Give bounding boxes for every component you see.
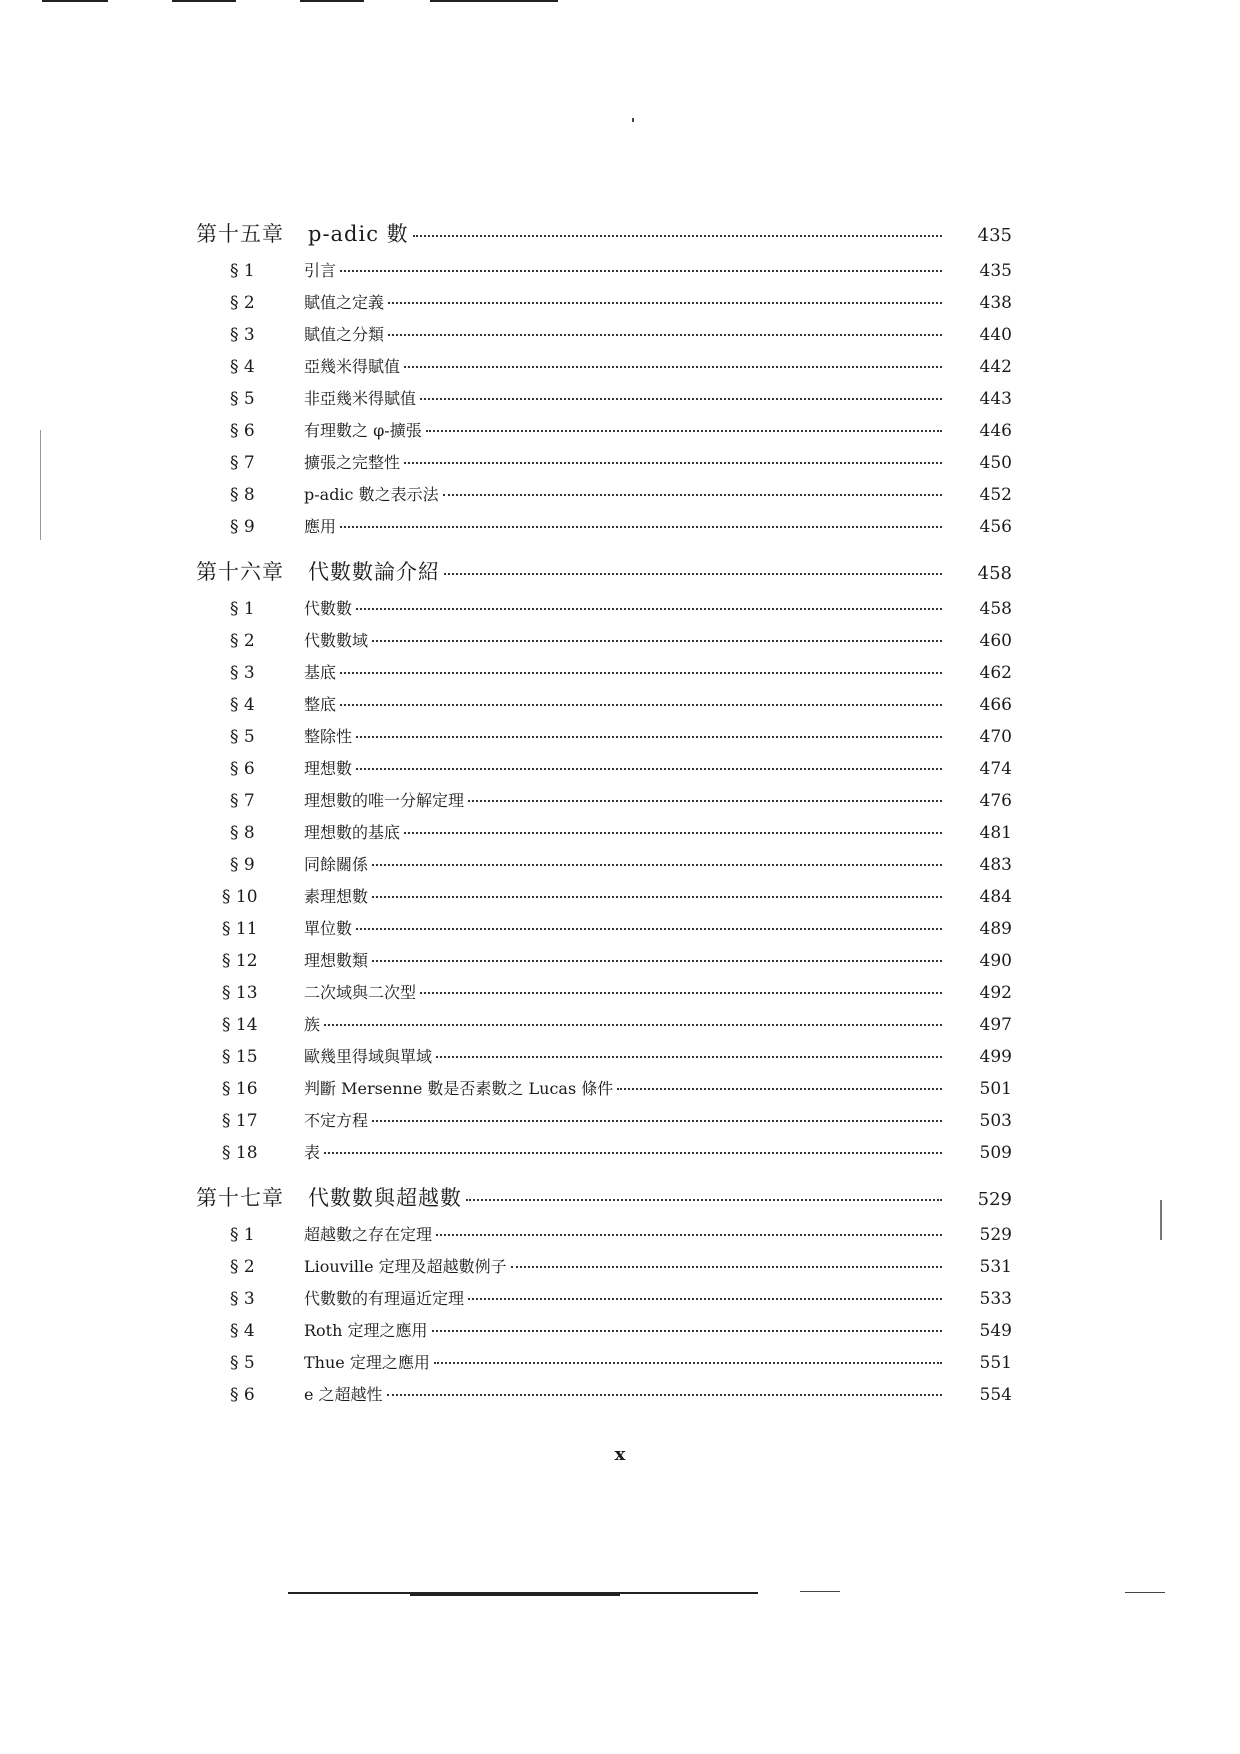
scan-top-mark — [42, 0, 108, 2]
section-number: § 4 — [230, 695, 255, 715]
section-number: § 4 — [230, 357, 255, 377]
page-number: 483 — [979, 855, 1012, 875]
dot-leader — [388, 302, 942, 304]
toc-section-row[interactable] — [196, 1140, 1016, 1172]
page-number: 476 — [979, 791, 1012, 811]
dot-leader — [340, 270, 942, 272]
section-number: § 17 — [222, 1111, 258, 1131]
page-number: 442 — [979, 357, 1012, 377]
section-number: § 3 — [230, 1289, 255, 1309]
toc-section-row[interactable] — [196, 788, 1016, 820]
dot-leader — [420, 398, 942, 400]
section-title: 代數數的有理逼近定理 — [304, 1289, 465, 1308]
table-of-contents — [196, 218, 1016, 1414]
toc-section-row[interactable] — [196, 820, 1016, 852]
section-number: § 13 — [222, 983, 258, 1003]
page-number: 452 — [979, 485, 1012, 505]
dot-leader — [324, 1152, 942, 1154]
section-title: 表 — [304, 1143, 321, 1162]
page-number: 499 — [979, 1047, 1012, 1067]
dot-leader — [432, 1330, 942, 1332]
page-number: 481 — [979, 823, 1012, 843]
chapter-title: 代數數論介紹 — [308, 560, 440, 584]
page-number: 529 — [977, 1189, 1012, 1210]
section-title: 賦值之定義 — [304, 293, 385, 312]
toc-section-row[interactable] — [196, 852, 1016, 884]
page-number: 443 — [979, 389, 1012, 409]
dot-leader — [413, 235, 942, 237]
toc-section-row[interactable] — [196, 290, 1016, 322]
toc-section-row[interactable] — [196, 418, 1016, 450]
page-number: 501 — [979, 1079, 1012, 1099]
chapter-label: 第十六章 — [196, 560, 284, 584]
section-number: § 16 — [222, 1079, 258, 1099]
dot-leader — [387, 1394, 942, 1396]
section-number: § 7 — [230, 453, 255, 473]
toc-section-row[interactable] — [196, 514, 1016, 546]
dot-leader — [443, 494, 942, 496]
section-title: 代數數 — [304, 599, 353, 618]
section-number: § 6 — [230, 759, 255, 779]
page-number: 509 — [979, 1143, 1012, 1163]
toc-section-row[interactable] — [196, 1108, 1016, 1140]
section-title: 整除性 — [304, 727, 353, 746]
section-number: § 10 — [222, 887, 258, 907]
section-title: 代數數域 — [304, 631, 369, 650]
toc-section-row[interactable] — [196, 980, 1016, 1012]
page-number: 460 — [979, 631, 1012, 651]
page-number: 466 — [979, 695, 1012, 715]
chapter-title: 代數數與超越數 — [308, 1186, 462, 1210]
toc-section-row[interactable] — [196, 258, 1016, 290]
section-number: § 2 — [230, 631, 255, 651]
section-title: Thue 定理之應用 — [304, 1353, 430, 1372]
toc-section-row[interactable] — [196, 322, 1016, 354]
dot-leader — [420, 992, 942, 994]
dot-leader — [356, 736, 942, 738]
page-number: 533 — [979, 1289, 1012, 1309]
dot-leader — [372, 896, 942, 898]
toc-chapter-row[interactable] — [196, 1182, 1016, 1216]
section-title: p-adic 數之表示法 — [304, 485, 439, 504]
section-number: § 3 — [230, 663, 255, 683]
section-title: 擴張之完整性 — [304, 453, 401, 472]
dot-leader — [372, 640, 942, 642]
page-number: 497 — [979, 1015, 1012, 1035]
toc-section-row[interactable] — [196, 884, 1016, 916]
section-title: 有理數之 φ-擴張 — [304, 421, 422, 440]
section-number: § 4 — [230, 1321, 255, 1341]
dot-leader — [340, 526, 942, 528]
page-number: 446 — [979, 421, 1012, 441]
dot-leader — [511, 1266, 942, 1268]
dot-leader — [404, 462, 942, 464]
section-number: § 5 — [230, 389, 255, 409]
page-number: 462 — [979, 663, 1012, 683]
toc-section-row[interactable] — [196, 386, 1016, 418]
section-title: Roth 定理之應用 — [304, 1321, 428, 1340]
section-title: 理想數類 — [304, 951, 369, 970]
section-number: § 9 — [230, 517, 255, 537]
toc-chapter-row[interactable] — [196, 556, 1016, 590]
page-number: 492 — [979, 983, 1012, 1003]
toc-section-row[interactable] — [196, 1076, 1016, 1108]
section-title: 非亞幾米得賦值 — [304, 389, 417, 408]
dot-leader — [436, 1234, 942, 1236]
toc-section-row[interactable] — [196, 450, 1016, 482]
section-title: 二次域與二次型 — [304, 983, 417, 1002]
section-title: 亞幾米得賦值 — [304, 357, 401, 376]
scan-speck — [40, 430, 41, 540]
section-number: § 15 — [222, 1047, 258, 1067]
dot-leader — [426, 430, 942, 432]
page-number: 438 — [979, 293, 1012, 313]
section-title: 基底 — [304, 663, 337, 682]
dot-leader — [468, 1298, 942, 1300]
page-number: 484 — [979, 887, 1012, 907]
section-title: 族 — [304, 1015, 321, 1034]
section-number: § 1 — [230, 599, 255, 619]
section-title: 理想數的唯一分解定理 — [304, 791, 465, 810]
chapter-label: 第十五章 — [196, 222, 284, 246]
toc-section-row[interactable] — [196, 354, 1016, 386]
page-number: 440 — [979, 325, 1012, 345]
section-number: § 8 — [230, 823, 255, 843]
toc-section-row[interactable] — [196, 756, 1016, 788]
toc-section-row[interactable] — [196, 1382, 1016, 1414]
toc-section-row[interactable] — [196, 482, 1016, 514]
page-number: 435 — [977, 225, 1012, 246]
page-number-footer: x — [614, 1444, 626, 1465]
toc-section-row[interactable] — [196, 628, 1016, 660]
section-title: 不定方程 — [304, 1111, 369, 1130]
section-number: § 18 — [222, 1143, 258, 1163]
toc-section-row[interactable] — [196, 1286, 1016, 1318]
dot-leader — [372, 864, 942, 866]
section-number: § 2 — [230, 1257, 255, 1277]
page-number: 551 — [979, 1353, 1012, 1373]
dot-leader — [617, 1088, 942, 1090]
toc-section-row[interactable] — [196, 660, 1016, 692]
page-number: 503 — [979, 1111, 1012, 1131]
dot-leader — [466, 1199, 942, 1201]
section-number: § 14 — [222, 1015, 258, 1035]
chapter-title: p-adic 數 — [308, 222, 409, 246]
page-number: 458 — [977, 563, 1012, 584]
toc-section-row[interactable] — [196, 1318, 1016, 1350]
page-number: 450 — [979, 453, 1012, 473]
section-number: § 5 — [230, 727, 255, 747]
section-title: 單位數 — [304, 919, 353, 938]
section-number: § 6 — [230, 421, 255, 441]
section-title: 整底 — [304, 695, 337, 714]
page-number: 474 — [979, 759, 1012, 779]
section-title: 同餘關係 — [304, 855, 369, 874]
page-number: 435 — [979, 261, 1012, 281]
section-title: e 之超越性 — [304, 1385, 383, 1404]
section-title: 素理想數 — [304, 887, 369, 906]
dot-leader — [356, 768, 942, 770]
page-number: 456 — [979, 517, 1012, 537]
toc-section-row[interactable] — [196, 1012, 1016, 1044]
dot-leader — [388, 334, 942, 336]
section-number: § 1 — [230, 261, 255, 281]
section-title: 理想數 — [304, 759, 353, 778]
section-title: Liouville 定理及超越數例子 — [304, 1257, 507, 1276]
dot-leader — [340, 672, 942, 674]
page-number: 490 — [979, 951, 1012, 971]
section-title: 理想數的基底 — [304, 823, 401, 842]
dot-leader — [444, 573, 942, 575]
scan-bottom-rule — [410, 1593, 620, 1596]
toc-section-row[interactable] — [196, 724, 1016, 756]
section-number: § 8 — [230, 485, 255, 505]
section-number: § 7 — [230, 791, 255, 811]
section-number: § 1 — [230, 1225, 255, 1245]
dot-leader — [468, 800, 942, 802]
scan-top-mark — [300, 0, 364, 2]
section-number: § 5 — [230, 1353, 255, 1373]
scan-speck — [800, 1591, 840, 1592]
dot-leader — [356, 928, 942, 930]
dot-leader — [340, 704, 942, 706]
dot-leader — [372, 1120, 942, 1122]
section-number: § 12 — [222, 951, 258, 971]
section-number: § 2 — [230, 293, 255, 313]
scan-speck — [1125, 1592, 1165, 1593]
scan-speck — [1160, 1200, 1162, 1240]
section-number: § 11 — [222, 919, 258, 939]
page-number: 554 — [979, 1385, 1012, 1405]
page-number: 470 — [979, 727, 1012, 747]
toc-section-row[interactable] — [196, 596, 1016, 628]
section-title: 應用 — [304, 517, 337, 536]
page-number: 549 — [979, 1321, 1012, 1341]
dot-leader — [404, 366, 942, 368]
toc-section-row[interactable] — [196, 916, 1016, 948]
toc-section-row[interactable] — [196, 1222, 1016, 1254]
toc-chapter-row[interactable] — [196, 218, 1016, 252]
section-title: 賦值之分類 — [304, 325, 385, 344]
section-title: 引言 — [304, 261, 337, 280]
dot-leader — [434, 1362, 942, 1364]
page-number: 458 — [979, 599, 1012, 619]
section-number: § 6 — [230, 1385, 255, 1405]
chapter-label: 第十七章 — [196, 1186, 284, 1210]
dot-leader — [324, 1024, 942, 1026]
section-number: § 9 — [230, 855, 255, 875]
page-number: 489 — [979, 919, 1012, 939]
toc-section-row[interactable] — [196, 1254, 1016, 1286]
page-number: 531 — [979, 1257, 1012, 1277]
section-title: 判斷 Mersenne 數是否素數之 Lucas 條件 — [304, 1079, 614, 1098]
section-title: 歐幾里得域與單域 — [304, 1047, 433, 1066]
dot-leader — [372, 960, 942, 962]
scan-top-mark — [172, 0, 236, 2]
section-number: § 3 — [230, 325, 255, 345]
scan-speck — [632, 118, 634, 122]
page-number: 529 — [979, 1225, 1012, 1245]
dot-leader — [436, 1056, 942, 1058]
toc-section-row[interactable] — [196, 692, 1016, 724]
dot-leader — [404, 832, 942, 834]
toc-section-row[interactable] — [196, 1044, 1016, 1076]
scan-top-mark — [430, 0, 558, 2]
dot-leader — [356, 608, 942, 610]
section-title: 超越數之存在定理 — [304, 1225, 433, 1244]
toc-section-row[interactable] — [196, 948, 1016, 980]
toc-section-row[interactable] — [196, 1350, 1016, 1382]
